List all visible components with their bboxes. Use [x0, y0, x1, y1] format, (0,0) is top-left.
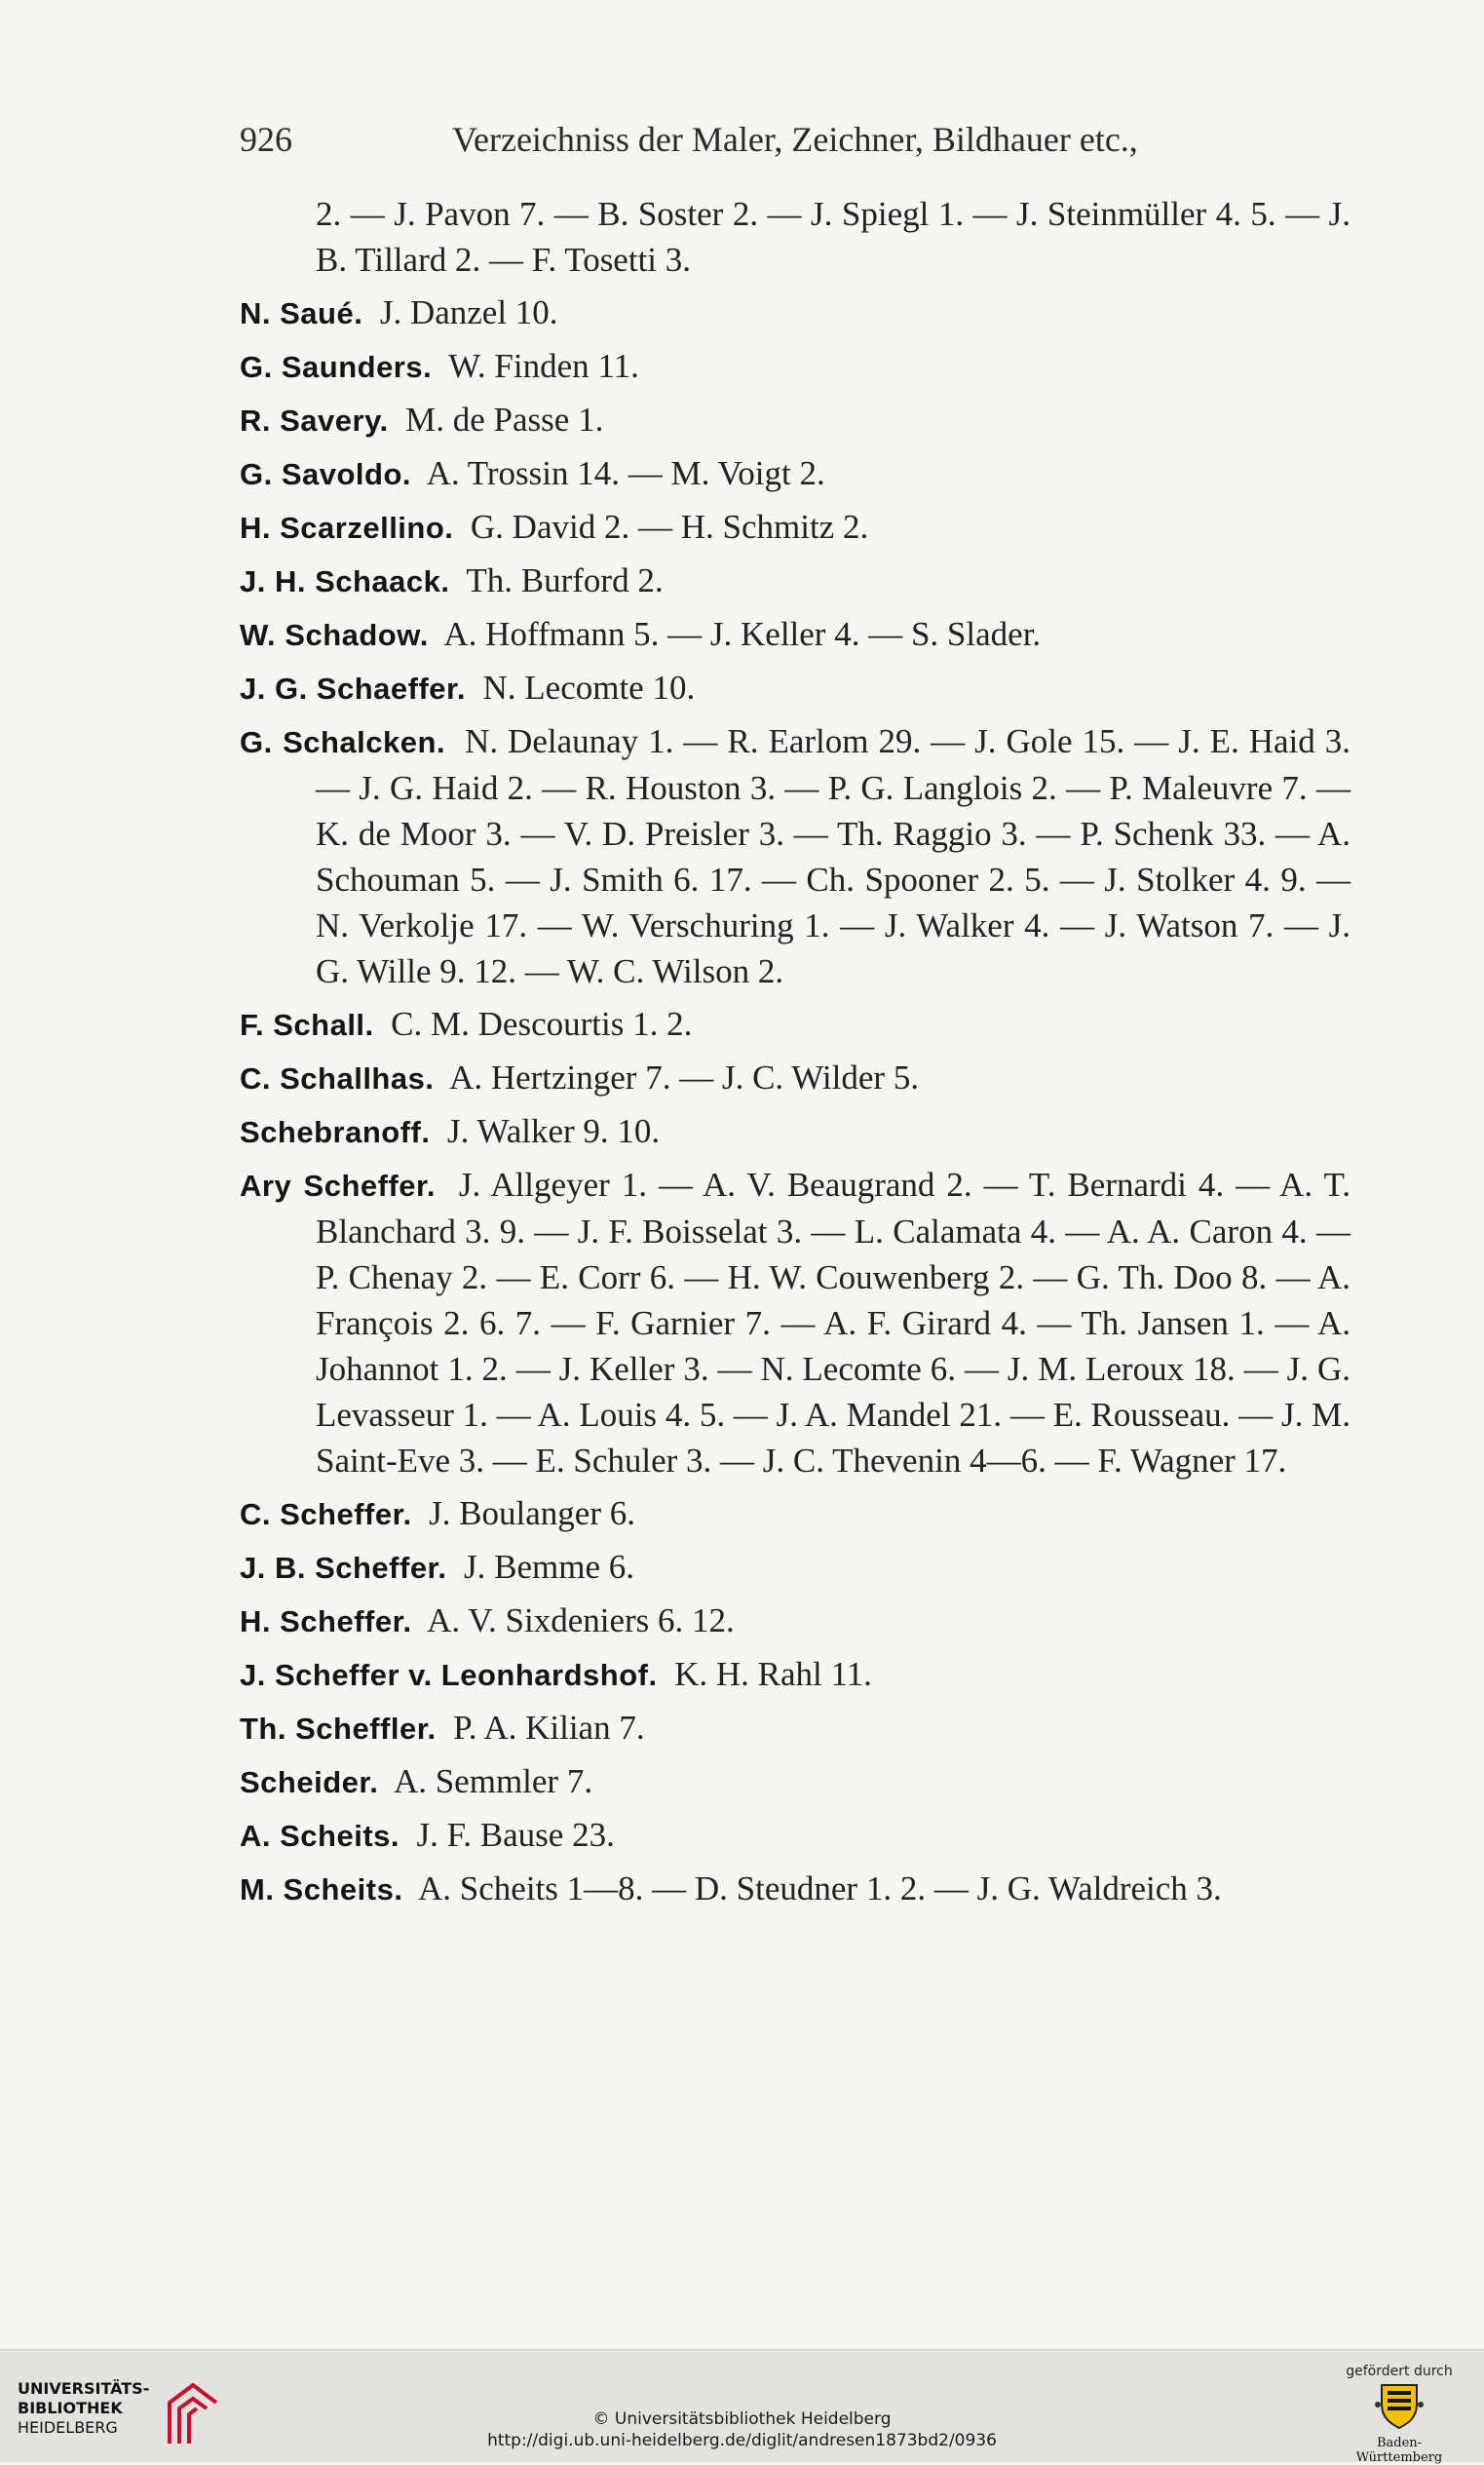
index-entry: [240, 450, 1351, 497]
index-entry: [240, 665, 1351, 712]
engravers-list: J. Walker 9. 10.: [446, 1112, 661, 1150]
artist-name: H. Scarzellino.: [240, 511, 454, 545]
page-number: 926: [240, 120, 292, 159]
engravers-list: P. A. Kilian 7.: [453, 1709, 645, 1747]
copyright-block: [0, 2408, 1484, 2451]
index-entry: [240, 1162, 1351, 1483]
artist-name: R. Savery.: [240, 404, 389, 438]
artist-name: J. B. Scheffer.: [240, 1551, 447, 1585]
copyright-text: © Universitätsbibliothek Heidelberg: [592, 2409, 892, 2429]
artist-name: C. Scheffer.: [240, 1497, 412, 1531]
artist-name: G. Schalcken.: [240, 725, 446, 759]
index-entry: [240, 1055, 1351, 1101]
index-entry: [240, 1705, 1351, 1752]
artist-name: N. Saué.: [240, 296, 363, 330]
engravers-list: A. Hertzinger 7. — J. C. Wilder 5.: [449, 1059, 920, 1097]
index-entry: [240, 1544, 1351, 1591]
artist-name: W. Schadow.: [240, 618, 429, 652]
artist-name: H. Scheffer.: [240, 1604, 412, 1638]
engravers-list: J. Allgeyer 1. — A. V. Beaugrand 2. — T. Bernardi 4. — A. T. Blanchard 3. 9. — J. F. Boisselat 3. — L. Calamata 4. — A. A. Caron 4. — P. Chenay 2. — E. Corr 6. — H. W. Couwenberg 2. — G. Th. Doo 8. — A. François 2. 6. 7. — F. Garnier 7. — A. F. Girard 4. — Th. Jansen 1. — A. Johannot 1. 2. — J. Keller 3. — N. Lecomte 6. — J. M. Leroux 18. — J. G. Levasseur 1. — A. Louis 4. 5. — J. A. Mandel 21. — E. Rousseau. — J. M. Saint-Eve 3. — E. Schuler 3. — J. C. Thevenin 4—6. — F. Wagner 17.: [316, 1166, 1351, 1480]
artist-name: G. Savoldo.: [240, 457, 412, 491]
index-entry: [240, 558, 1351, 604]
index-entry: [240, 1651, 1351, 1698]
index-entry: [240, 1866, 1351, 1912]
artist-name: J. H. Schaack.: [240, 564, 450, 598]
index-entry: [240, 1490, 1351, 1537]
index-entry: [240, 289, 1351, 336]
engravers-list: C. M. Descourtis 1. 2.: [391, 1005, 693, 1043]
sponsor-block: [1336, 2364, 1463, 2465]
state-name: Baden-Württemberg: [1355, 2436, 1443, 2465]
index-entry: [240, 611, 1351, 658]
engravers-list: N. Delaunay 1. — R. Earlom 29. — J. Gole 15. — J. E. Haid 3. — J. G. Haid 2. — R. Houston 3. — P. G. Langlois 2. — P. Maleuvre 7. — K. de Moor 3. — V. D. Preisler 3. — Th. Raggio 3. — P. Schenk 33. — A. Schouman 5. — J. Smith 6. 17. — Ch. Spooner 2. 5. — J. Stolker 4. 9. — N. Verkolje 17. — W. Verschuring 1. — J. Walker 4. — J. Watson 7. — J. G. Wille 9. 12. — W. C. Wilson 2.: [316, 722, 1351, 990]
artist-name: Scheider.: [240, 1765, 379, 1799]
index-entries: [240, 191, 1351, 1919]
engravers-list: A. V. Sixdeniers 6. 12.: [427, 1601, 735, 1639]
engravers-list: K. H. Rahl 11.: [674, 1655, 872, 1693]
index-entry: [240, 718, 1351, 994]
engravers-list: J. Boulanger 6.: [429, 1494, 635, 1532]
entry-list: [240, 289, 1351, 1912]
index-entry: [240, 1812, 1351, 1859]
engravers-list: M. de Passe 1.: [405, 401, 604, 439]
state-coat-of-arms-icon: [1374, 2379, 1425, 2430]
engravers-list: A. Semmler 7.: [393, 1762, 593, 1800]
funded-by-label: gefördert durch: [1346, 2364, 1453, 2379]
engravers-list: Th. Burford 2.: [466, 561, 664, 599]
engravers-list: N. Lecomte 10.: [482, 669, 696, 707]
artist-name: Th. Scheffler.: [240, 1712, 437, 1746]
engravers-list: J. F. Bause 23.: [416, 1816, 615, 1854]
artist-name: M. Scheits.: [240, 1872, 403, 1907]
running-header: [240, 119, 1351, 168]
artist-name: C. Schallhas.: [240, 1061, 435, 1096]
engravers-list: A. Trossin 14. — M. Voigt 2.: [426, 454, 825, 492]
index-entry: [240, 1001, 1351, 1048]
index-entry: [240, 1108, 1351, 1155]
engravers-list: J. Bemme 6.: [464, 1548, 635, 1586]
library-name-line3: HEIDELBERG: [18, 2418, 118, 2437]
artist-name: F. Schall.: [240, 1008, 374, 1042]
artist-name: G. Saunders.: [240, 350, 433, 384]
engravers-list: A. Hoffmann 5. — J. Keller 4. — S. Slader.: [443, 615, 1042, 653]
artist-name: J. G. Schaeffer.: [240, 672, 466, 706]
engravers-list: G. David 2. — H. Schmitz 2.: [470, 508, 869, 546]
footer-bar: [0, 2349, 1484, 2465]
index-entry: [240, 1758, 1351, 1805]
library-name-line1: UNIVERSITÄTS-: [18, 2379, 150, 2398]
artist-name: Schebranoff.: [240, 1115, 431, 1149]
permalink-url[interactable]: http://digi.ub.uni-heidelberg.de/diglit/andresen1873bd2/0936: [487, 2431, 997, 2450]
index-entry: [240, 504, 1351, 551]
continued-entry: 2. — J. Pavon 7. — B. Soster 2. — J. Spiegl 1. — J. Steinmüller 4. 5. — J. B. Tillard 2. — F. Tosetti 3.: [316, 195, 1351, 279]
engravers-list: J. Danzel 10.: [379, 293, 558, 331]
library-name-line2: BIBLIOTHEK: [18, 2399, 123, 2417]
running-title: Verzeichniss der Maler, Zeichner, Bildhauer etc.,: [452, 120, 1138, 159]
artist-name: Ary Scheffer.: [240, 1169, 436, 1203]
index-entry: [240, 343, 1351, 390]
engravers-list: W. Finden 11.: [448, 347, 639, 385]
index-entry: [240, 1598, 1351, 1644]
index-entry: [240, 397, 1351, 443]
artist-name: J. Scheffer v. Leonhardshof.: [240, 1658, 658, 1692]
engravers-list: A. Scheits 1—8. — D. Steudner 1. 2. — J. G. Waldreich 3.: [418, 1869, 1222, 1907]
artist-name: A. Scheits.: [240, 1819, 400, 1853]
